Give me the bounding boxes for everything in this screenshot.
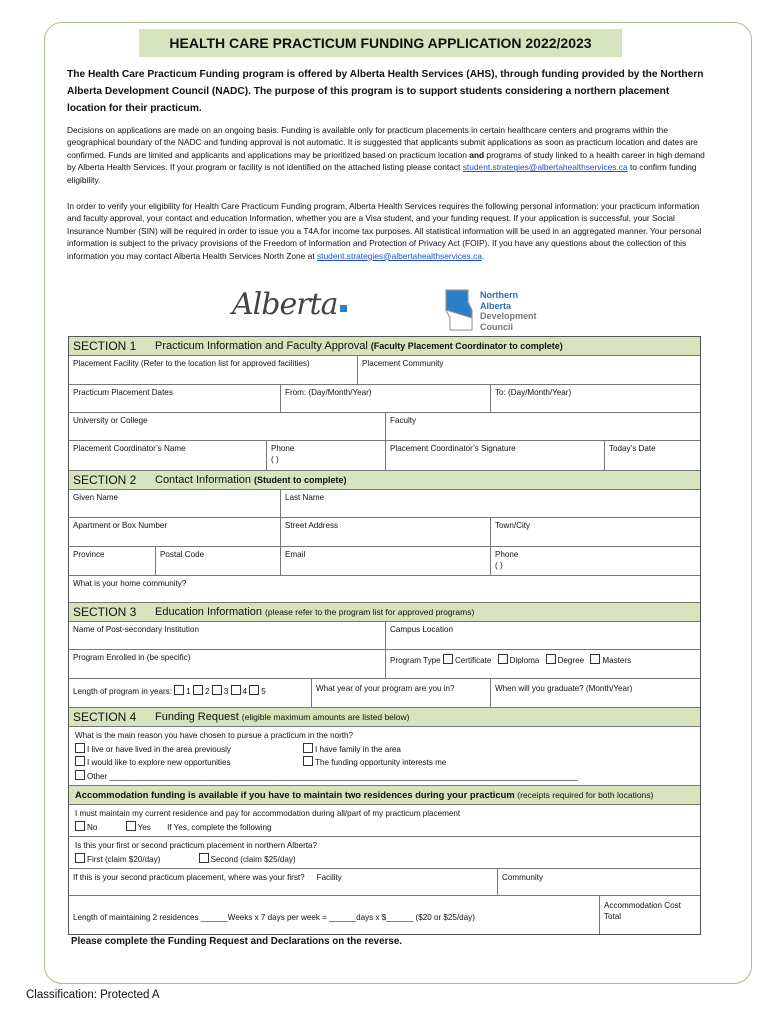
reason-funding-checkbox[interactable] [303,756,313,766]
first-placement-facility-field[interactable]: If this is your second practicum placement, where was your first? Facility [73,873,342,883]
nadc-logo: Northern Alberta Development Council [444,286,554,334]
home-community-field[interactable]: What is your home community? [73,579,187,588]
reason-lived-checkbox[interactable] [75,743,85,753]
section-4-header: SECTION 4 Funding Request (eligible maximum amounts are listed below) [69,707,700,726]
certificate-checkbox[interactable] [443,654,453,664]
institution-field[interactable]: Name of Post-secondary Institution [73,625,199,634]
reverse-note: Please complete the Funding Request and Declarations on the reverse. [71,936,403,947]
street-field[interactable]: Street Address [280,518,490,546]
residence-group: I must maintain my current residence and pay for accommodation during all/part of my practicum placement No Yes If Yes, complete the following [69,804,700,836]
accommodation-banner: Accommodation funding is available if you have to maintain two residences during your practicum (receipts required for both locations) [69,785,700,804]
program-field[interactable]: Program Enrolled in (be specific) [73,653,191,662]
date-to-field[interactable]: To: (Day/Month/Year) [490,385,698,412]
degree-checkbox[interactable] [546,654,556,664]
year-2-checkbox[interactable] [193,685,203,695]
masters-checkbox[interactable] [590,654,600,664]
accommodation-cost-field[interactable]: Accommodation Cost Total [599,896,698,934]
province-field[interactable]: Province [73,550,105,559]
current-year-field[interactable]: What year of your program are you in? [311,679,490,707]
reason-other-checkbox[interactable] [75,770,85,780]
alberta-logo: Alberta [232,287,347,322]
coordinator-phone-field[interactable]: Phone ( ) [266,441,385,470]
coordinator-signature-field[interactable]: Placement Coordinator’s Signature [385,441,604,470]
intro-paragraph-1: Decisions on applications are made on an ongoing basis. Funding is available only for practicum placements in certain healthcare centers and programs within the geographical boundary of the NADC and funding approval is not automatic. It is suggested that applicants submit applications as soon as practicum location and dates are confirmed. Funds are limited and applicants and applications may be prioritized based on practicum location and programs of study linked to a health career in high demand by Alberta Health Services. If your program or facility is not identified on the attached listing please contact student.strategies@albertahealthservices.ca to confirm funding eligibility. [67,125,705,185]
student-phone-field[interactable]: Phone ( ) [490,547,698,575]
residence-no-checkbox[interactable] [75,821,85,831]
year-3-checkbox[interactable] [212,685,222,695]
reason-family-checkbox[interactable] [303,743,313,753]
last-name-field[interactable]: Last Name [280,490,698,517]
application-form [68,336,701,935]
section-3-header: SECTION 3 Education Information (please refer to the program list for approved programs) [69,602,700,621]
placement-dates-label: Practicum Placement Dates [73,388,173,397]
town-field[interactable]: Town/City [490,518,698,546]
section-2-header: SECTION 2 Contact Information (Student to complete) [69,470,700,489]
todays-date-field[interactable]: Today’s Date [604,441,698,470]
campus-field[interactable]: Campus Location [385,622,698,649]
first-placement-community-field[interactable]: Community [497,869,698,895]
intro-paragraph-2: In order to verify your eligibility for Health Care Practicum Funding program, Alberta Health Services requires the following personal information: your practicum information and faculty approval, your contact and education Information, whether you are a Visa student, and your funding request. If your application is successful, your Social Insurance Number (SIN) will be required in order to issue you a T4A for income tax purposes. All statistical information will be used in an aggregated manner. Your personal information is subject to the privacy provisions of the Freedom of Information and Protection of Privacy Act (FOIP). If you have any questions about the collection of this information you may contact Alberta Health Services North Zone at student.strategies@albertahealthservices.ca. [67,201,702,261]
classification-label: Classification: Protected A [26,989,160,1001]
program-length-group: Length of program in years: 1 2 3 4 5 [73,687,266,696]
year-5-checkbox[interactable] [249,685,259,695]
placement-number-group: Is this your first or second practicum placement in northern Alberta? First (claim $20/day) Second (claim $25/day) [69,836,700,868]
other-reason-line[interactable]: ________________________________________________________________________________________________________ [109,771,578,781]
nadc-map-icon [444,288,474,332]
page-title: HEALTH CARE PRACTICUM FUNDING APPLICATION 2022/2023 [139,29,622,57]
faculty-field[interactable]: Faculty [385,413,698,440]
second-placement-checkbox[interactable] [199,853,209,863]
residence-length-field[interactable]: Length of maintaining 2 residences ______Weeks x 7 days per week = ______days x $______ ($20 or $25/day) [73,913,475,923]
reason-opportunities-checkbox[interactable] [75,756,85,766]
section-1-header: SECTION 1 Practicum Information and Faculty Approval (Faculty Placement Coordinator to complete) [69,337,700,355]
coordinator-name-field[interactable]: Placement Coordinator’s Name [73,444,186,453]
reason-group: What is the main reason you have chosen to pursue a practicum in the north? I live or have lived in the area previously I have family in the area I would like to explore new opportunities The funding opportunity interests me Other ________________________________________________________________________________________________________ [69,726,700,785]
intro-lead: The Health Care Practicum Funding program is offered by Alberta Health Services (AHS), through funding provided by the Northern Alberta Development Council (NADC). The purpose of this program is to support students considering a northern placement location for their practicum. [67,69,704,114]
date-from-field[interactable]: From: (Day/Month/Year) [280,385,490,412]
email-link-2[interactable]: student.strategies@albertahealthservices.ca [316,250,482,261]
placement-community-field[interactable]: Placement Community [357,356,698,384]
apartment-field[interactable]: Apartment or Box Number [73,521,168,530]
residence-yes-checkbox[interactable] [126,821,136,831]
graduation-field[interactable]: When will you graduate? (Month/Year) [490,679,698,707]
email-link-1[interactable]: student.strategies@albertahealthservices.ca [462,162,628,173]
university-field[interactable]: University or College [73,416,148,425]
year-1-checkbox[interactable] [174,685,184,695]
first-placement-checkbox[interactable] [75,853,85,863]
year-4-checkbox[interactable] [231,685,241,695]
placement-facility-field[interactable]: Placement Facility (Refer to the location list for approved facilities) [73,359,310,368]
diploma-checkbox[interactable] [498,654,508,664]
email-field[interactable]: Email [280,547,490,575]
program-type-group: Program Type Certificate Diploma Degree Masters [385,650,698,678]
postal-code-field[interactable]: Postal Code [155,547,280,575]
given-name-field[interactable]: Given Name [73,493,118,502]
